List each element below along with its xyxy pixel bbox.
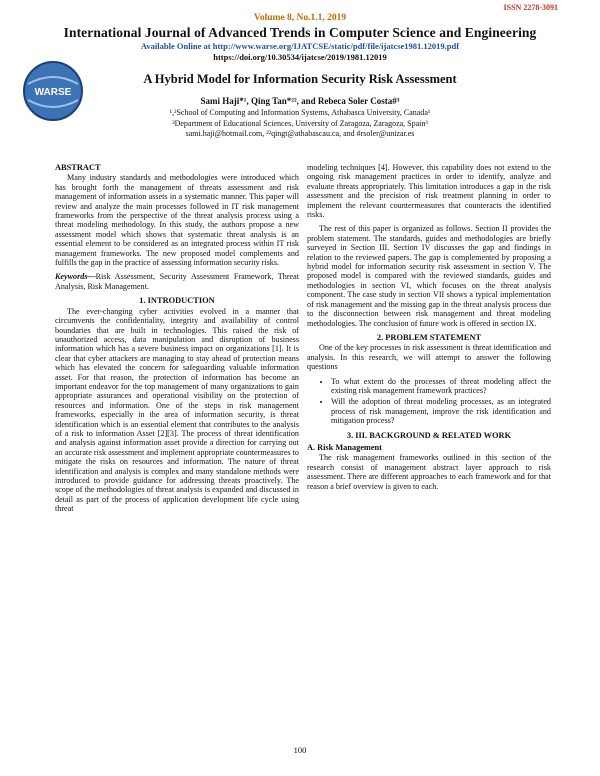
paper-organization: The rest of this paper is organized as follows. Section II provides the problem statement. The standards, guides and methodologies are briefly surveyed in Section III. Section IV discusses the gap and findings in relation to the reviewed papers. The gap is complemented by proposing a hybrid model for information security risk assessment in section V. The proposed model is compared with the reviewed standards, guides and methodologies in section VI, which focuses on the threat analysis component. The case study in section VII shows a typical implementation of risk management and the missing gap in the threat analysis process due to the disconnection between risk management and threat modeling methodologies. The conclusion of future work is offered in section IX. <box>307 224 551 328</box>
affiliation-1: ¹,²School of Computing and Information Systems, Athabasca University, Canada¹ <box>169 108 431 117</box>
available-online-link[interactable]: Available Online at http://www.warse.org/IJATCSE/static/pdf/file/ijatcse1981.12019.pdf <box>140 41 460 51</box>
affiliations <box>0 108 600 140</box>
problem-heading: 2. PROBLEM STATEMENT <box>376 332 482 342</box>
keywords <box>55 272 299 291</box>
affiliation-2: ³Department of Educational Sciences, University of Zaragoza, Zaragoza, Spain³ <box>172 118 428 128</box>
introduction-heading: 1. INTRODUCTION <box>139 296 215 306</box>
page-number: 100 <box>293 745 307 755</box>
author-emails: sami.haji@hotmail.com, ²²qingt@athabascau.ca, and #rsoler@unizar.es <box>185 129 415 138</box>
intro-continuation: modeling techniques [4]. However, this capability does not extend to the ongoing risk management practices in order to identify, analyze and evaluate threats appropriately. This limitation introduces a gap in the risk assessment and the precision of risk treatment planning in order to implement the relevant countermeasures that counteracts the identified risks. <box>307 163 551 220</box>
risk-management-subheading: A. Risk Management <box>307 442 382 452</box>
authors: Sami Haji*¹, Qing Tan*²², and Rebeca Soler Costa#³ <box>200 96 400 106</box>
background-heading: 3. III. BACKGROUND & RELATED WORK <box>346 430 512 440</box>
keywords-label: Keywords— <box>55 272 96 282</box>
journal-title: International Journal of Advanced Trends in Computer Science and Engineering <box>63 25 537 40</box>
question-2: • Will the adoption of threat modeling processes, as an integrated process of risk management, improve the risk identification and mitigation process? <box>331 397 551 425</box>
right-column <box>307 163 551 496</box>
problem-text: One of the key processes in risk assessment is threat identification and analysis. In this research, we will attempt to answer the following questions <box>307 343 551 372</box>
introduction-text: The ever-changing cyber activities evolved in a manner that circumvents the confidentiality, integrity and availability of control boundaries that are built in technologies. This raised the risk of unauthorized access, data manipulation and disruption of business information which has a severe business impact on organizations [1]. It is clear that cyber attackers are managing to stay ahead of protection means which has elevated the concern for safeguarding valuable information asset. For that reason, the protection of information has become an important endeavor for the top management of many organizations to gain appropriate assurances and operational visibility on the protection of resources and information. One of the steps in risk management frameworks, especially in the area of information security, is threat identification which is an essential element that contributes to the analysis of a risk to information Asset [2][3]. The process of threat identification and analysis against information asset provide a direction for carrying out an accurate risk assessment and implement appropriate countermeasures to mitigate the risks on resources and information. The nature of threat identification and analysis is complex and many standalone methods were introduced to provide guidance for addressing threats proactively. The scope of the methodologies of threat analysis is expanded and discussed in detail as part of the process of application development life cycle using threat <box>55 306 299 514</box>
research-questions <box>307 377 551 426</box>
doi-link[interactable]: https://doi.org/10.30534/ijatcse/2019/1981.12019 <box>213 52 387 62</box>
question-1: • To what extent do the processes of threat modeling affect the existing risk management framework practices? <box>331 377 551 396</box>
keywords-text: Risk Assessment, Security Assessment Framework, Threat Analysis, Risk Management. <box>55 272 299 291</box>
paper-title: A Hybrid Model for Information Security Risk Assessment <box>143 72 457 86</box>
abstract-heading: ABSTRACT <box>55 163 101 172</box>
logo-text: WARSE <box>34 87 72 98</box>
issn-label: ISSN 2278-3091 <box>503 3 558 12</box>
risk-management-text: The risk management frameworks outlined in this section of the research consist of management abstract layer approach to risk assessment. There are different approaches to each framework and for that reason a brief overview is given to each. <box>307 453 551 491</box>
abstract-text: Many industry standards and methodologies were introduced which has brought forth the management of threats assessment and risk management of information assets in a systematic manner. This paper will review and analyze the main processes followed in IT risk management frameworks from the perspective of the threat analysis process using a threat modeling methodology. In this study, the authors propose a new assessment model which shows that systematic threat analysis is an essential element to be considered as an integrated process within IT risk management frameworks. The new proposed model complements and fulfills the gap in the practice of assessing information security risks. <box>55 173 299 268</box>
left-column <box>55 163 299 519</box>
volume-label: Volume 8, No.1.1, 2019 <box>253 13 347 23</box>
